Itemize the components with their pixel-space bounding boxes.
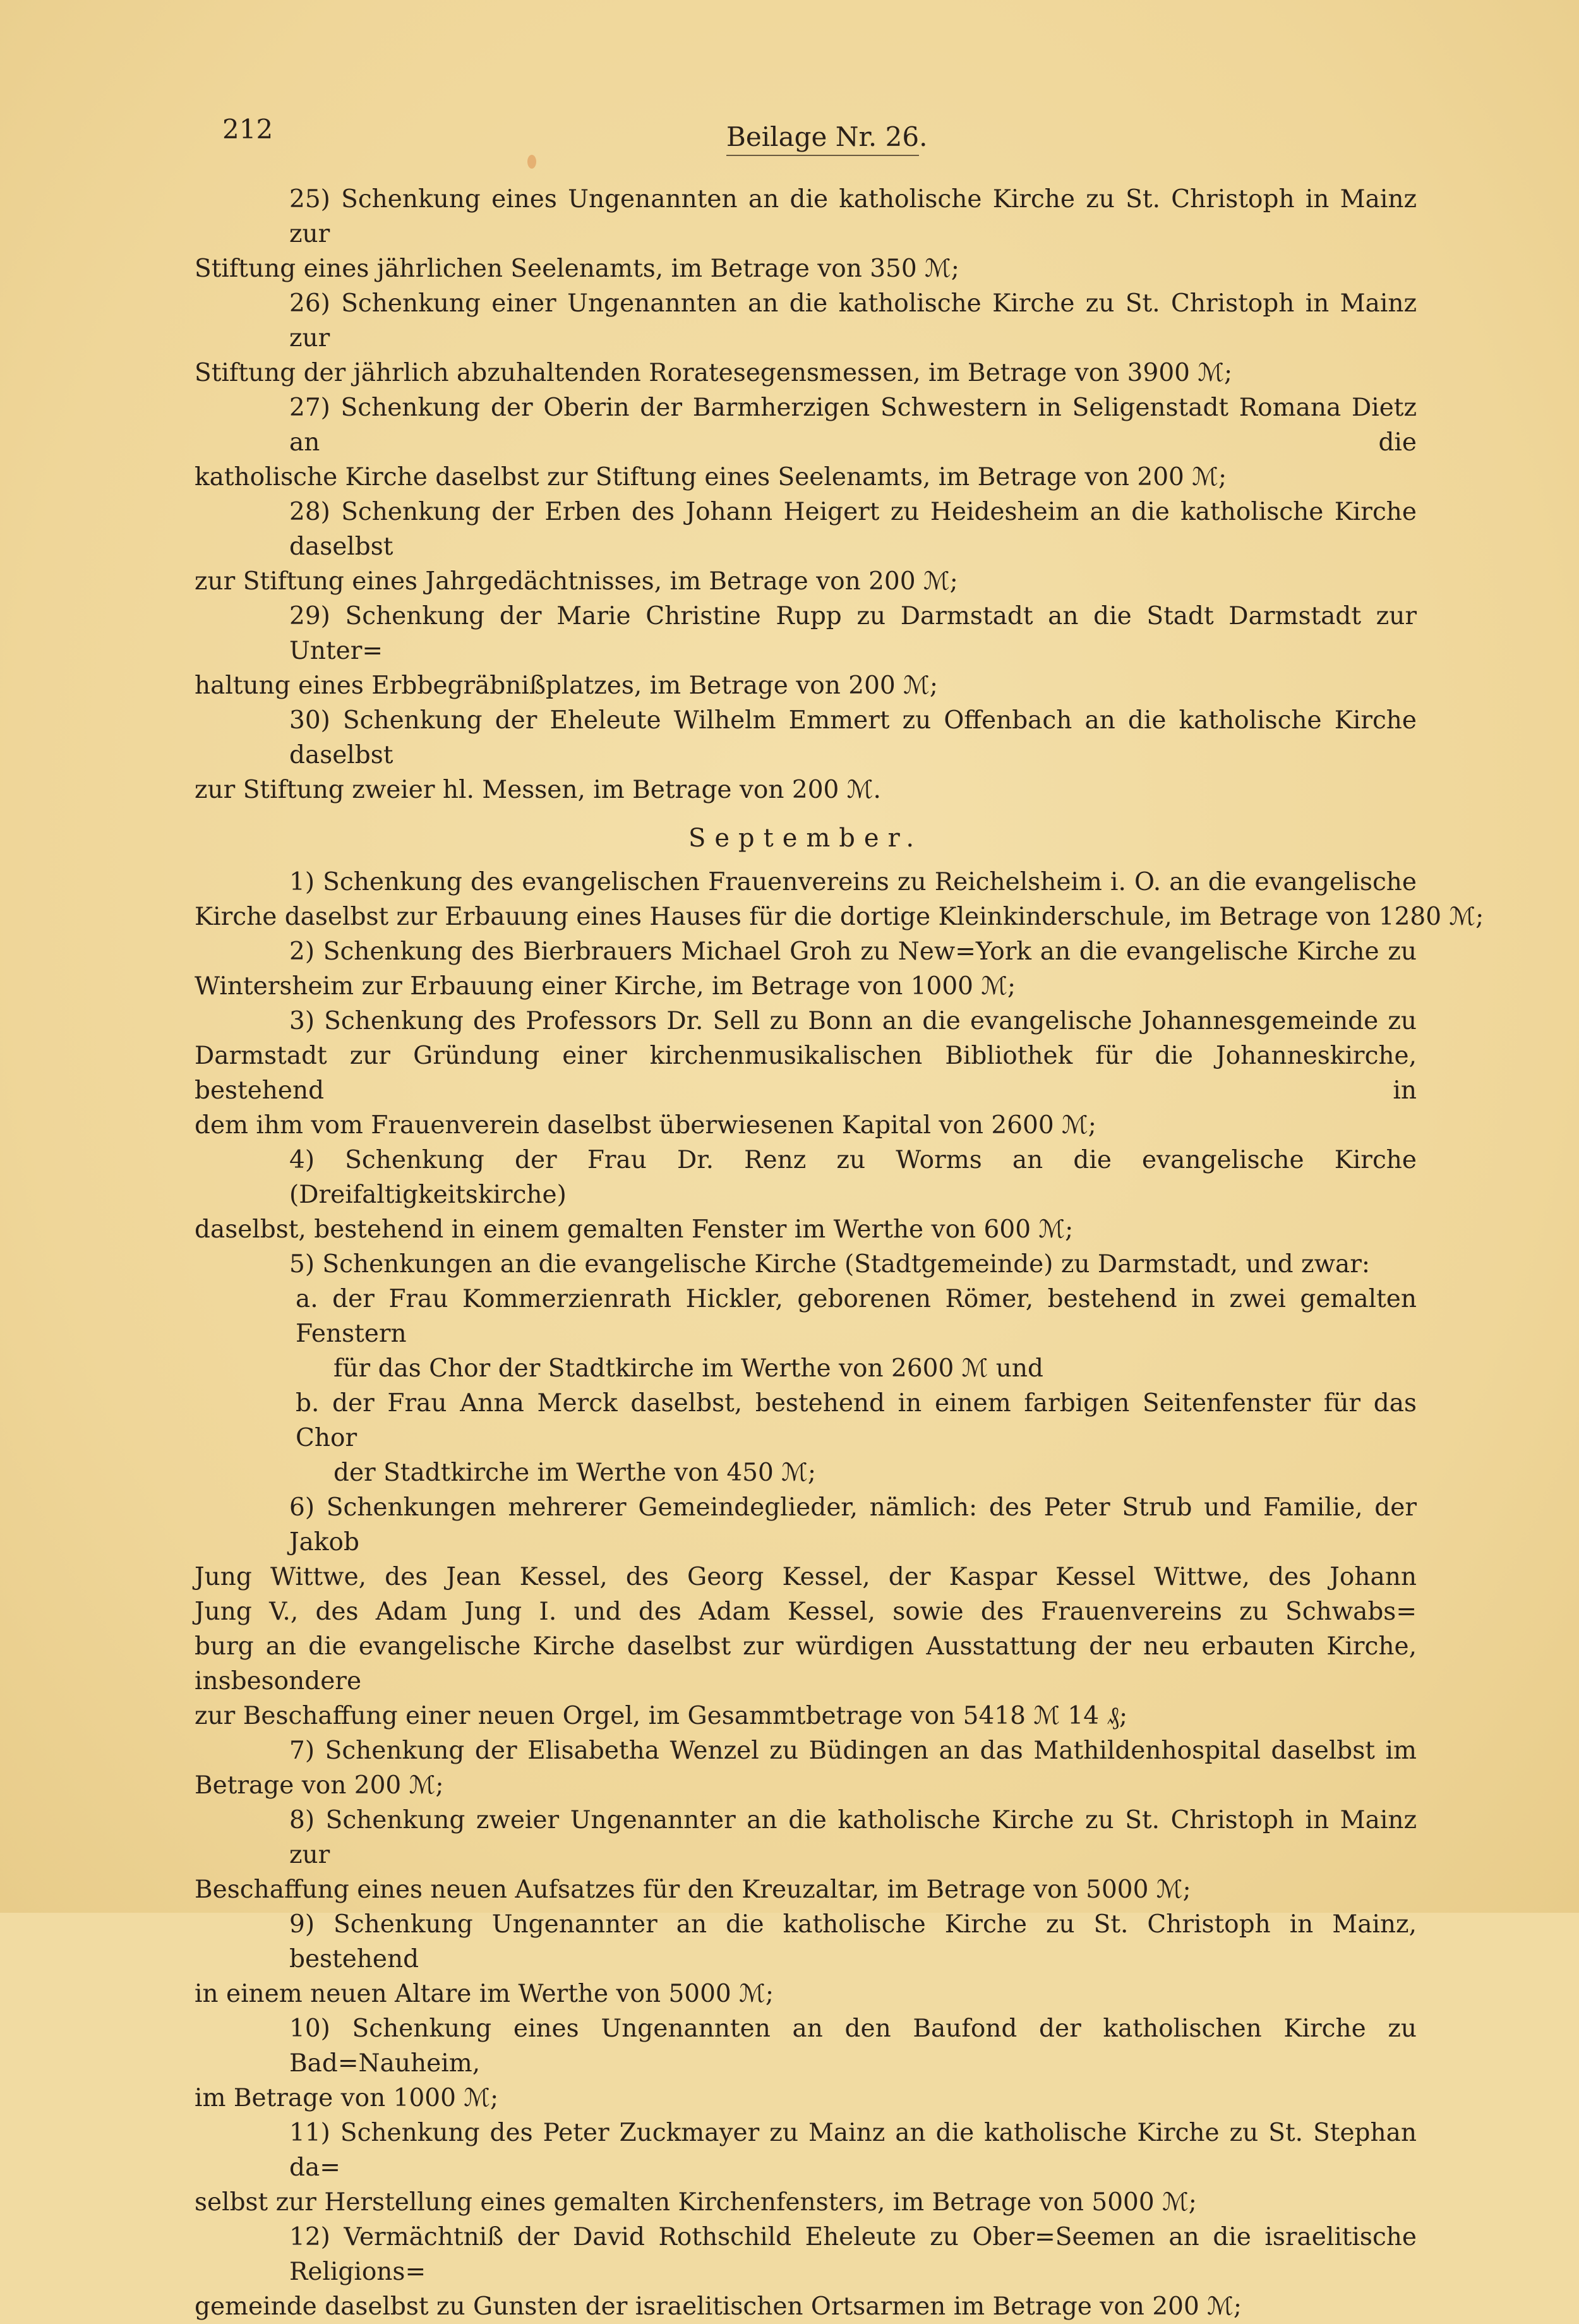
- donation-entry: [195, 865, 1484, 934]
- donation-entry: [195, 1907, 1417, 2011]
- document-body: [195, 182, 1484, 2324]
- text-line: 30) Schenkung der Eheleute Wilhelm Emmert zu Offenbach an die katholische Kirche daselbst: [289, 706, 1417, 769]
- text-line: katholische Kirche daselbst zur Stiftung eines Seelenamts, im Betrage von 200 ℳ;: [195, 463, 1227, 491]
- text-line: 27) Schenkung der Oberin der Barmherzigen Schwestern in Seligenstadt Romana Dietz an die: [289, 394, 1417, 457]
- text-line: daselbst, bestehend in einem gemalten Fenster im Werthe von 600 ℳ;: [195, 1215, 1074, 1244]
- text-line: der Stadtkirche im Werthe von 450 ℳ;: [333, 1459, 817, 1487]
- running-title: Beilage Nr. 26.: [726, 121, 928, 152]
- text-line: 12) Vermächtniß der David Rothschild Eheleute zu Ober=Seemen an die israelitische Religions=: [289, 2223, 1417, 2286]
- text-line: 8) Schenkung zweier Ungenannter an die katholische Kirche zu St. Christoph in Mainz zur: [289, 1806, 1417, 1869]
- sub-entry: [195, 1282, 1417, 1386]
- text-line: in einem neuen Altare im Werthe von 5000 ℳ;: [195, 1980, 774, 2008]
- sub-entry: [195, 1386, 1417, 1490]
- text-line: Wintersheim zur Erbauung einer Kirche, im Betrage von 1000 ℳ;: [195, 972, 1016, 1001]
- text-line: im Betrage von 1000 ℳ;: [195, 2084, 499, 2112]
- donation-entry: [195, 1004, 1417, 1143]
- donation-entry: [195, 703, 1417, 807]
- text-line: Betrage von 200 ℳ;: [195, 1771, 444, 1800]
- donation-entry: [195, 934, 1417, 1004]
- donation-entry: [195, 182, 1417, 286]
- donation-entry: [195, 1143, 1417, 1247]
- text-line: 26) Schenkung einer Ungenannten an die katholische Kirche zu St. Christoph in Mainz zur: [289, 289, 1417, 352]
- text-line: 4) Schenkung der Frau Dr. Renz zu Worms an die evangelische Kirche (Dreifaltigkeitskirche): [289, 1146, 1417, 1209]
- text-line: haltung eines Erbbegräbnißplatzes, im Betrage von 200 ℳ;: [195, 671, 938, 700]
- title-underline: [726, 155, 919, 156]
- text-line: 2) Schenkung des Bierbrauers Michael Groh zu New=York an die evangelische Kirche zu: [289, 937, 1417, 966]
- text-line: burg an die evangelische Kirche daselbst zur würdigen Ausstattung der neu erbauten Kirche, insbesondere: [195, 1632, 1417, 1695]
- text-line: selbst zur Herstellung eines gemalten Kirchenfensters, im Betrage von 5000 ℳ;: [195, 2188, 1197, 2217]
- donation-entry: [195, 1247, 1417, 1282]
- donation-entry: [195, 1733, 1417, 1803]
- text-line: 3) Schenkung des Professors Dr. Sell zu Bonn an die evangelische Johannesgemeinde zu: [289, 1007, 1417, 1035]
- donation-entry: [195, 1803, 1417, 1907]
- donation-entry: [195, 495, 1417, 599]
- text-line: Stiftung eines jährlichen Seelenamts, im Betrage von 350 ℳ;: [195, 255, 959, 283]
- donation-entry: [195, 1490, 1417, 1733]
- text-line: 5) Schenkungen an die evangelische Kirche (Stadtgemeinde) zu Darmstadt, und zwar:: [289, 1250, 1371, 1279]
- text-line: Kirche daselbst zur Erbauung eines Hauses für die dortige Kleinkinderschule, im Betrage von 1280 ℳ;: [195, 903, 1484, 931]
- text-line: Jung V., des Adam Jung I. und des Adam Kessel, sowie des Frauenvereins zu Schwabs=: [195, 1598, 1417, 1626]
- text-line: zur Stiftung eines Jahrgedächtnisses, im Betrage von 200 ℳ;: [195, 567, 958, 596]
- section-heading: September.: [688, 824, 923, 853]
- text-line: 11) Schenkung des Peter Zuckmayer zu Mainz an die katholische Kirche zu St. Stephan da=: [289, 2119, 1417, 2182]
- donation-entry: [195, 2116, 1417, 2220]
- text-line: 6) Schenkungen mehrerer Gemeindeglieder, nämlich: des Peter Strub und Familie, der Jakob: [289, 1493, 1417, 1556]
- text-line: gemeinde daselbst zu Gunsten der israelitischen Ortsarmen im Betrage von 200 ℳ;: [195, 2292, 1242, 2321]
- donation-entry: [195, 2220, 1417, 2324]
- text-line: 9) Schenkung Ungenannter an die katholische Kirche zu St. Christoph in Mainz, bestehend: [289, 1910, 1417, 1973]
- text-line: a. der Frau Kommerzienrath Hickler, geborenen Römer, bestehend in zwei gemalten Fenstern: [296, 1285, 1417, 1348]
- text-line: 25) Schenkung eines Ungenannten an die katholische Kirche zu St. Christoph in Mainz zur: [289, 185, 1417, 248]
- donation-entry: [195, 286, 1417, 390]
- text-line: Darmstadt zur Gründung einer kirchenmusikalischen Bibliothek für die Johanneskirche, bestehend in: [195, 1042, 1417, 1105]
- donation-entry: [195, 599, 1417, 703]
- paper-stain: [527, 155, 536, 169]
- text-line: dem ihm vom Frauenverein daselbst überwiesenen Kapital von 2600 ℳ;: [195, 1111, 1096, 1140]
- text-line: 29) Schenkung der Marie Christine Rupp zu Darmstadt an die Stadt Darmstadt zur Unter=: [289, 602, 1417, 665]
- text-line: zur Stiftung zweier hl. Messen, im Betrage von 200 ℳ.: [195, 776, 881, 804]
- text-line: Stiftung der jährlich abzuhaltenden Roratesegensmessen, im Betrage von 3900 ℳ;: [195, 359, 1233, 387]
- text-line: 1) Schenkung des evangelischen Frauenvereins zu Reichelsheim i. O. an die evangelische: [289, 868, 1417, 896]
- donation-entry: [195, 2011, 1417, 2116]
- donation-entry: [195, 390, 1417, 495]
- text-line: für das Chor der Stadtkirche im Werthe von 2600 ℳ und: [333, 1354, 1043, 1383]
- text-line: 28) Schenkung der Erben des Johann Heigert zu Heidesheim an die katholische Kirche daselbst: [289, 498, 1417, 561]
- text-line: Beschaffung eines neuen Aufsatzes für den Kreuzaltar, im Betrage von 5000 ℳ;: [195, 1875, 1191, 1904]
- text-line: Jung Wittwe, des Jean Kessel, des Georg Kessel, der Kaspar Kessel Wittwe, des Johann: [195, 1563, 1417, 1591]
- text-line: zur Beschaffung einer neuen Orgel, im Gesammtbetrage von 5418 ℳ 14 ₰;: [195, 1702, 1128, 1730]
- page-number: 212: [222, 114, 273, 145]
- text-line: 7) Schenkung der Elisabetha Wenzel zu Büdingen an das Mathildenhospital daselbst im: [289, 1737, 1417, 1765]
- text-line: b. der Frau Anna Merck daselbst, bestehend in einem farbigen Seitenfenster für das Chor: [296, 1389, 1417, 1452]
- text-line: 10) Schenkung eines Ungenannten an den Baufond der katholischen Kirche zu Bad=Nauheim,: [289, 2014, 1417, 2078]
